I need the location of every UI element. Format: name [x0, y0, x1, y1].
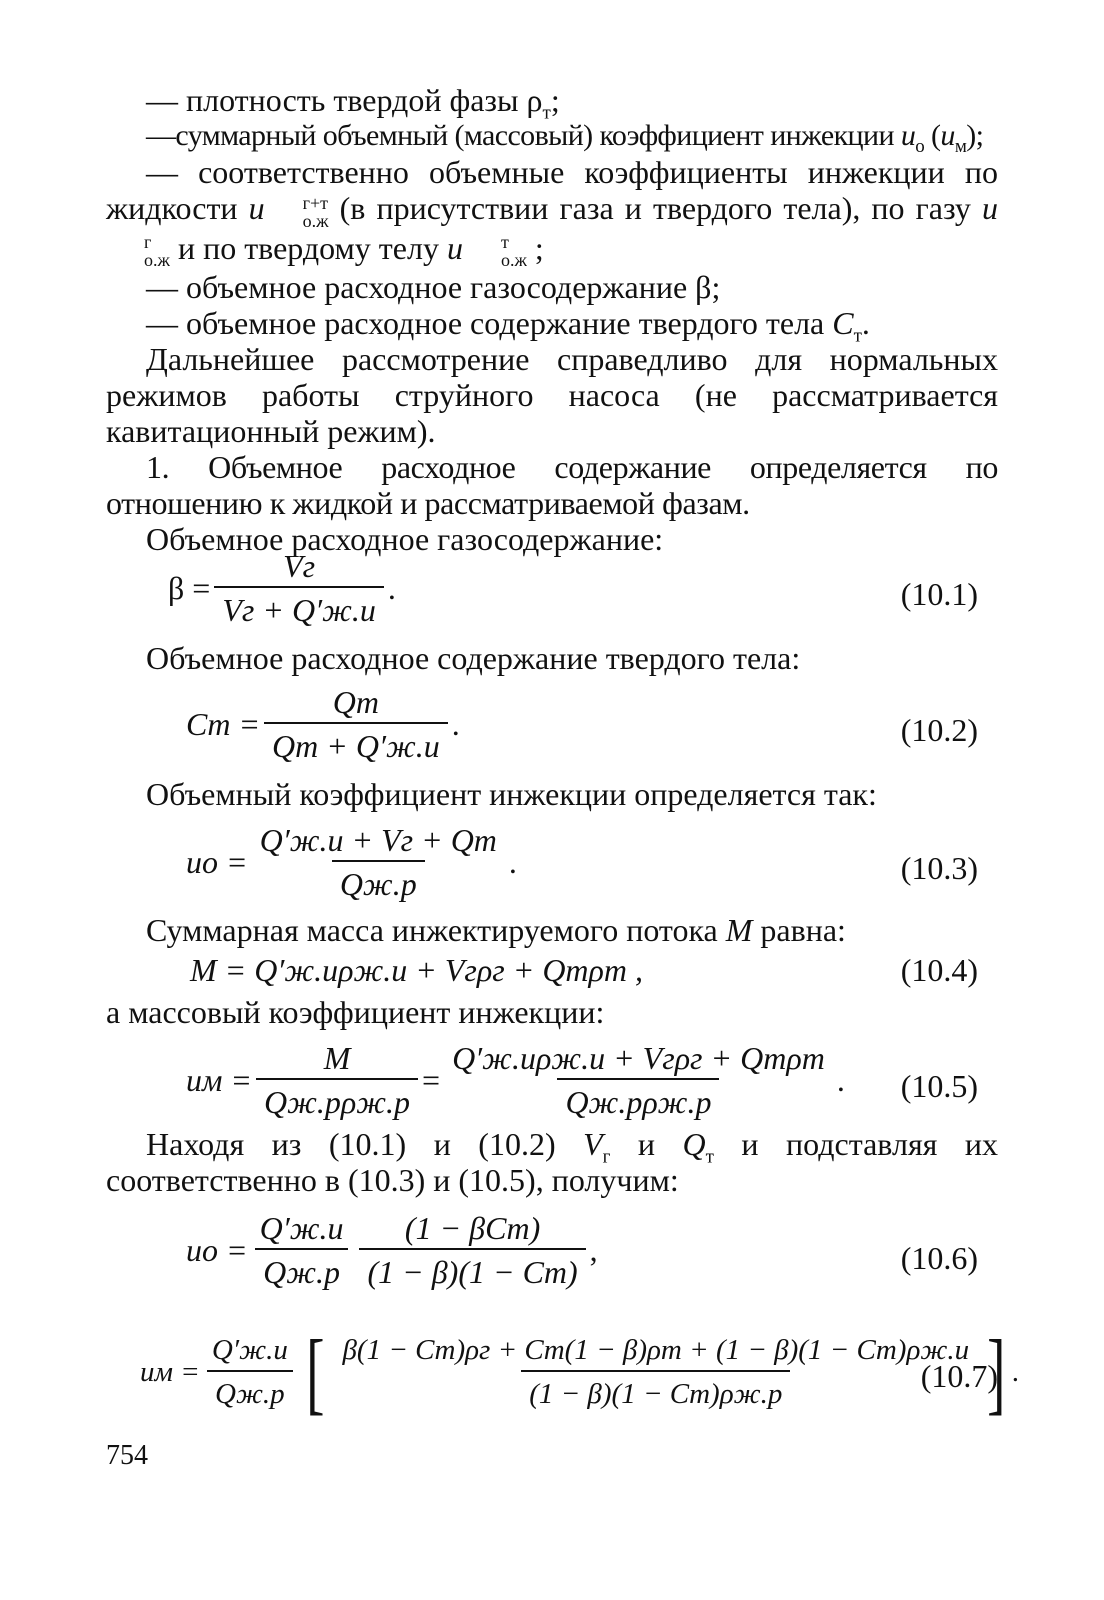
- equation-label: (10.1): [900, 576, 978, 612]
- paragraph-mass-coef-intro: а массовый коэффициент инжекции:: [106, 994, 605, 1030]
- equation-label: (10.3): [900, 850, 978, 886]
- equation-10-1: β = $\frac{Vг}{Vг + Q'ж.и}$ . (10.1): [168, 548, 978, 628]
- list-item-gas-content: — объемное расходное газосодержание β;: [146, 269, 721, 306]
- definitions-list: [106, 82, 998, 557]
- paragraph-coef-intro: Объемный коэффициент инжекции определяется так:: [146, 776, 877, 812]
- list-item-volume-coefs: — соответственно объемные коэффициенты инжекции по жидкости u г+т о.ж (в присутствии газа и твердого тела), по газу u г о.ж и по твердому телу u т о.ж ;: [106, 154, 999, 271]
- paragraph-item1: 1. Объемное расходное содержание определяется по отношению к жидкой и рассматриваемой фазам.: [106, 449, 998, 522]
- paragraph-further: Дальнейшее рассмотрение справедливо для нормальных режимов работы струйного насоса (не рассматривается кавитационный режим).: [106, 341, 998, 450]
- equation-10-3: uо = $\frac{Q'ж.и + Vг + Qт}{Qж.р}$ . (10.3): [186, 822, 978, 902]
- equation-label: (10.5): [900, 1068, 978, 1104]
- equation-label: (10.6): [900, 1240, 978, 1276]
- paragraph-gas-intro: Объемное расходное газосодержание:: [146, 521, 664, 558]
- equation-label: (10.4): [900, 952, 978, 988]
- equation-10-7: uм = $\frac{Q'ж.и}{Qж.р}$ [ $\frac{\beta(1 - Cт)\rho г + Cт(1 - \beta)\rho т + (1 - \beta)(1 - Cт)\rho ж.и}{(1 - \beta)(1 - Cт)\rho ж.р}$ ] . (10.7): [140, 1321, 1019, 1423]
- list-item-solid-content: — объемное расходное содержание твердого тела $C_т$.: [146, 305, 870, 347]
- list-item-injection-coef: —суммарный объемный (массовый) коэффициент инжекции $u_о$ $(u_м)$;: [146, 119, 984, 157]
- paragraph-mass-intro: Суммарная масса инжектируемого потока M равна:: [146, 912, 846, 948]
- list-item-density: — плотность твердой фазы $\rho_т$;: [146, 82, 560, 124]
- equation-label: (10.7): [920, 1358, 998, 1394]
- paragraph-substitution: Находя из (10.1) и (10.2) $V_г$ и $Q_т$ и подставляя их соответственно в (10.3) и (10.5), получим:: [106, 1126, 999, 1198]
- equation-10-4: M = Q′ж.иρж.и + Vгρг + Qтρт , (10.4): [190, 952, 978, 988]
- equation-10-5: uм = $\frac{M}{\text{Qж.рρж.р}}$ = $\frac{\text{Q′ж.иρж.и + Vгρг + Qтρт}}{\text{Qж.рρж.р}}$ . (10.5): [186, 1040, 978, 1120]
- paragraph-solid-intro: Объемное расходное содержание твердого тела:: [146, 640, 801, 676]
- equation-10-6: uо = $\frac{Q'ж.и}{Qж.р}$ $\frac{\text{(1 − βCт)}}{(1 - \beta)(1 - Cт)}$ , (10.6): [186, 1210, 978, 1290]
- page-number: 754: [106, 1440, 148, 1471]
- equation-10-2: Cт = $\frac{Qт}{Qт + Q'ж.и}$ . (10.2): [186, 684, 978, 764]
- equation-label: (10.2): [900, 712, 978, 748]
